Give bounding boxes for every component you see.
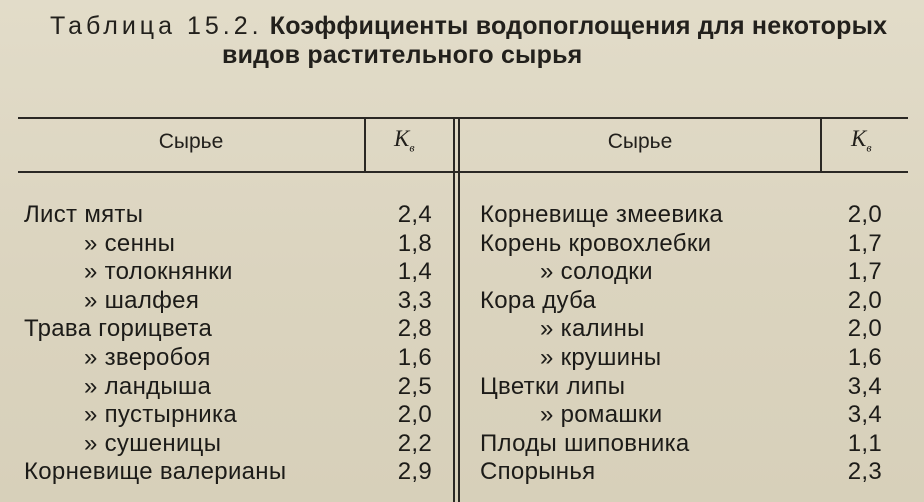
- table-row: [480, 287, 882, 315]
- right-row-value: 3,4: [847, 372, 882, 400]
- right-row-value: 2,0: [847, 315, 882, 343]
- right-row-value: 1,7: [847, 258, 882, 286]
- table-row: [24, 258, 432, 286]
- left-row-value: 2,5: [397, 372, 432, 400]
- right-row-name: Спорынья: [480, 458, 596, 486]
- left-row-value: 2,9: [397, 458, 432, 486]
- right-row-name: » калины: [540, 315, 645, 343]
- left-row-name: Трава горицвета: [24, 315, 213, 343]
- left-row-name: Лист мяты: [24, 201, 144, 228]
- right-header-raw: Сырье: [607, 130, 673, 153]
- table-row: [24, 315, 432, 343]
- right-row-name: Цветки липы: [480, 372, 626, 400]
- right-row-name: Корневище змеевика: [480, 201, 724, 228]
- left-row-name: Корневище валерианы: [24, 458, 287, 486]
- table-row: [480, 458, 882, 486]
- table-row: [480, 230, 882, 258]
- left-row-name: » пустырника: [84, 401, 237, 429]
- right-row-name: Кора дуба: [480, 286, 597, 314]
- table-row: [480, 201, 882, 229]
- left-row-value: 2,4: [397, 201, 432, 228]
- right-row-name: Плоды шиповника: [480, 429, 690, 457]
- right-row-value: 2,0: [847, 201, 882, 228]
- left-row-name: » шалфея: [84, 286, 200, 314]
- table-row: [480, 258, 882, 286]
- left-header-raw: Сырье: [158, 130, 224, 153]
- left-row-name: » сенны: [84, 229, 176, 257]
- table-row: [24, 430, 432, 458]
- table-row: [24, 458, 432, 486]
- table-top-rule: [18, 117, 908, 119]
- table-row: [24, 287, 432, 315]
- right-row-value: 1,6: [847, 344, 882, 371]
- right-header-k: $K_в$: [851, 126, 872, 155]
- table-row: [24, 373, 432, 401]
- right-row-name: » солодки: [540, 258, 653, 286]
- caption-label: Таблица 15.2.: [50, 12, 263, 40]
- right-row-value: 1,7: [847, 229, 882, 257]
- table-row: [480, 344, 882, 372]
- right-row-name: » ромашки: [540, 401, 663, 429]
- table-row: [480, 373, 882, 401]
- left-row-value: 1,8: [397, 229, 432, 257]
- caption-line-2: [50, 41, 910, 70]
- left-row-value: 2,8: [397, 315, 432, 343]
- left-row-value: 1,6: [397, 344, 432, 371]
- left-row-name: » сушеницы: [84, 429, 222, 457]
- right-row-name: » крушины: [540, 344, 662, 371]
- caption-text-2: видов растительного сырья: [222, 41, 583, 69]
- center-divider-b: [458, 117, 460, 502]
- right-row-name: Корень кровохлебки: [480, 229, 712, 257]
- left-row-value: 2,0: [397, 401, 432, 429]
- right-row-value: 3,4: [847, 401, 882, 429]
- right-row-value: 1,1: [847, 429, 882, 457]
- caption-line-1: [50, 12, 910, 41]
- table-row: [24, 230, 432, 258]
- left-row-value: 3,3: [397, 286, 432, 314]
- right-row-value: 2,3: [847, 458, 882, 486]
- right-row-value: 2,0: [847, 286, 882, 314]
- left-row-name: » ландыша: [84, 372, 212, 400]
- table-row: [480, 430, 882, 458]
- left-row-value: 1,4: [397, 258, 432, 286]
- table-caption: [50, 12, 910, 70]
- table-row: [24, 344, 432, 372]
- header-bottom-rule: [18, 171, 908, 173]
- caption-text: Коэффициенты водопоглощения для некоторых: [269, 12, 888, 40]
- left-k-divider: [364, 117, 366, 173]
- table-row: [24, 201, 432, 229]
- center-divider-a: [453, 117, 455, 502]
- left-header-k: $K_в$: [394, 126, 415, 155]
- left-row-name: » толокнянки: [84, 258, 233, 286]
- left-row-name: » зверобоя: [84, 344, 211, 371]
- left-row-value: 2,2: [397, 429, 432, 457]
- table-row: [480, 315, 882, 343]
- table-row: [24, 401, 432, 429]
- table-row: [480, 401, 882, 429]
- right-k-divider: [820, 117, 822, 173]
